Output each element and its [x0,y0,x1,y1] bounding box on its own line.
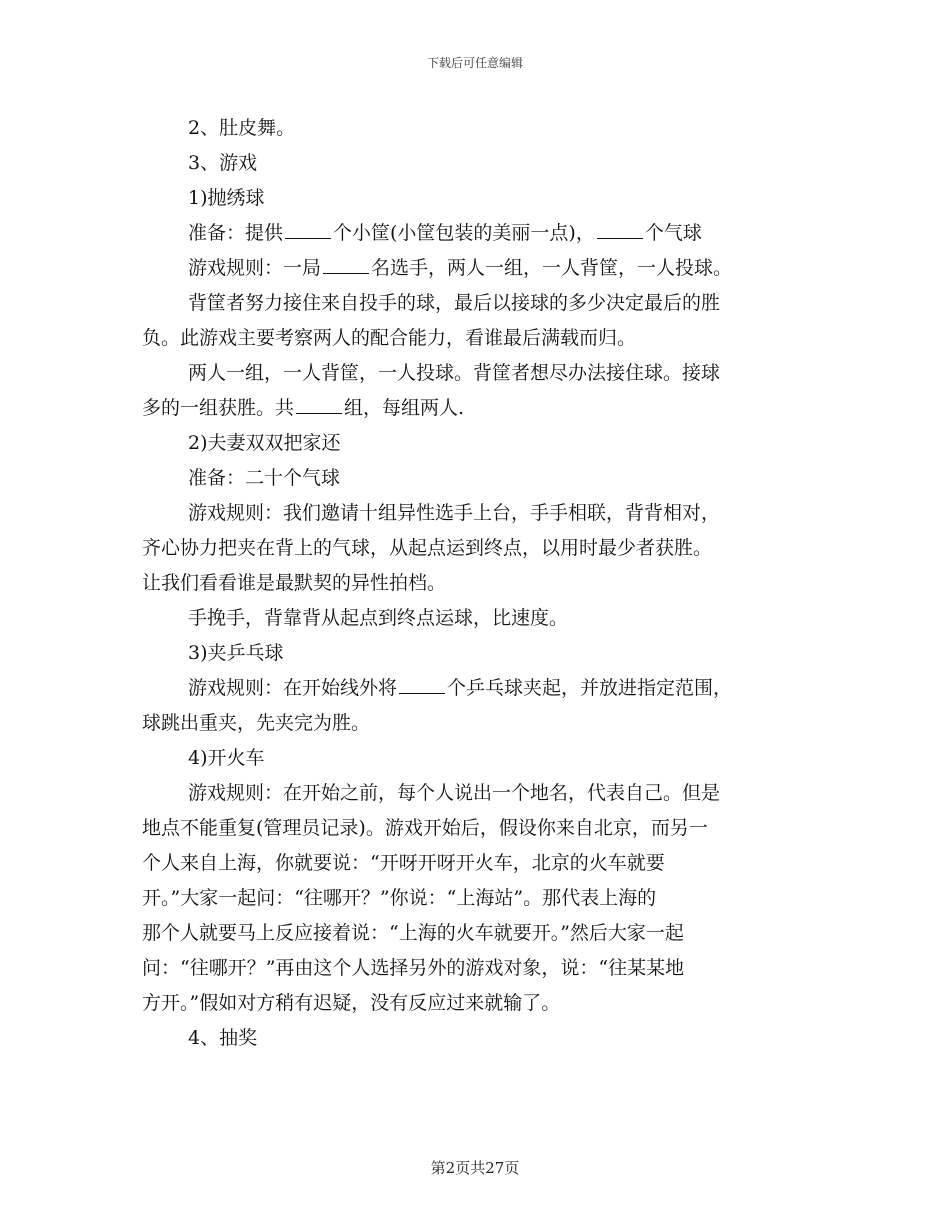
game-2-rule-line-3: 让我们看看谁是最默契的异性拍档。 [142,572,447,594]
game-1-para-2-line-2 [142,391,798,426]
game-4-line-3: 个人来自上海，你就要说：“开呀开呀开火车，北京的火车就要 [142,852,665,874]
fill-blank [296,393,342,414]
game-2-rule-line-2: 齐心协力把夹在背上的气球，从起点运到终点，以用时最少者获胜。 [142,537,713,559]
game-3-rule-part-b: 个乒乓球夹起，并放进指定范围， [447,677,733,699]
game-2-title: 2)夫妻双双把家还 [188,432,341,454]
game-1-title: 1)抛绣球 [188,187,265,209]
game-3-rule-line-2: 球跳出重夹，先夹完为胜。 [142,712,371,734]
section-heading-2: 2、肚皮舞。 [188,117,296,139]
game-1-para-1-line-1: 背筐者努力接住来自投手的球，最后以接球的多少决定最后的胜 [188,292,721,314]
section-heading-3: 3、游戏 [188,152,258,174]
game-4-title: 4)开火车 [188,747,265,769]
game-3-rule-line-1 [142,671,798,706]
document-body [142,111,798,1056]
game-1-rule-part-b: 名选手，两人一组，一人背筐，一人投球。 [371,257,733,279]
game-1-para-2-part-a: 多的一组获胜。共 [142,397,295,419]
game-2-note: 手挽手，背靠背从起点到终点运球，比速度。 [188,607,569,629]
game-2-prep: 准备：二十个气球 [188,467,341,489]
fill-blank [399,673,445,694]
game-1-prep-part-a: 准备：提供 [188,222,284,244]
page-number: 第2页共27页 [430,1159,520,1177]
fill-blank [597,218,643,239]
game-4-line-1: 游戏规则：在开始之前，每个人说出一个地名，代表自己。但是 [188,782,721,804]
game-4-line-2: 地点不能重复(管理员记录)。游戏开始后，假设你来自北京，而另一 [142,817,708,839]
game-4-line-4: 开。”大家一起问：“往哪开？”你说：“上海站”。那代表上海的 [142,887,657,909]
game-1-prep-part-c: 个气球 [644,222,702,244]
game-4-line-5: 那个人就要马上反应接着说：“上海的火车就要开。”然后大家一起 [142,922,684,944]
game-4-line-6: 问：“往哪开？”再由这个人选择另外的游戏对象，说：“往某某地 [142,957,685,979]
section-heading-4: 4、抽奖 [188,1027,258,1049]
game-3-title: 3)夹乒乓球 [188,642,284,664]
game-1-rule [142,251,798,286]
game-2-rule-line-1: 游戏规则：我们邀请十组异性选手上台，手手相联，背背相对， [188,502,721,524]
game-1-prep [142,216,798,251]
fill-blank [323,253,369,274]
page-header: 下载后可任意编辑 [426,56,523,70]
game-1-prep-part-b: 个小筐(小筐包装的美丽一点)， [333,222,595,244]
game-1-rule-part-a: 游戏规则：一局 [188,257,322,279]
game-1-para-1-line-2: 负。此游戏主要考察两人的配合能力，看谁最后满载而归。 [142,327,637,349]
game-1-para-2-part-b: 组，每组两人. [344,397,465,419]
game-4-line-7: 方开。”假如对方稍有迟疑，没有反应过来就输了。 [142,992,561,1014]
game-3-rule-part-a: 游戏规则：在开始线外将 [188,677,398,699]
game-1-para-2-line-1: 两人一组，一人背筐，一人投球。背筐者想尽办法接住球。接球 [188,362,721,384]
fill-blank [285,218,331,239]
